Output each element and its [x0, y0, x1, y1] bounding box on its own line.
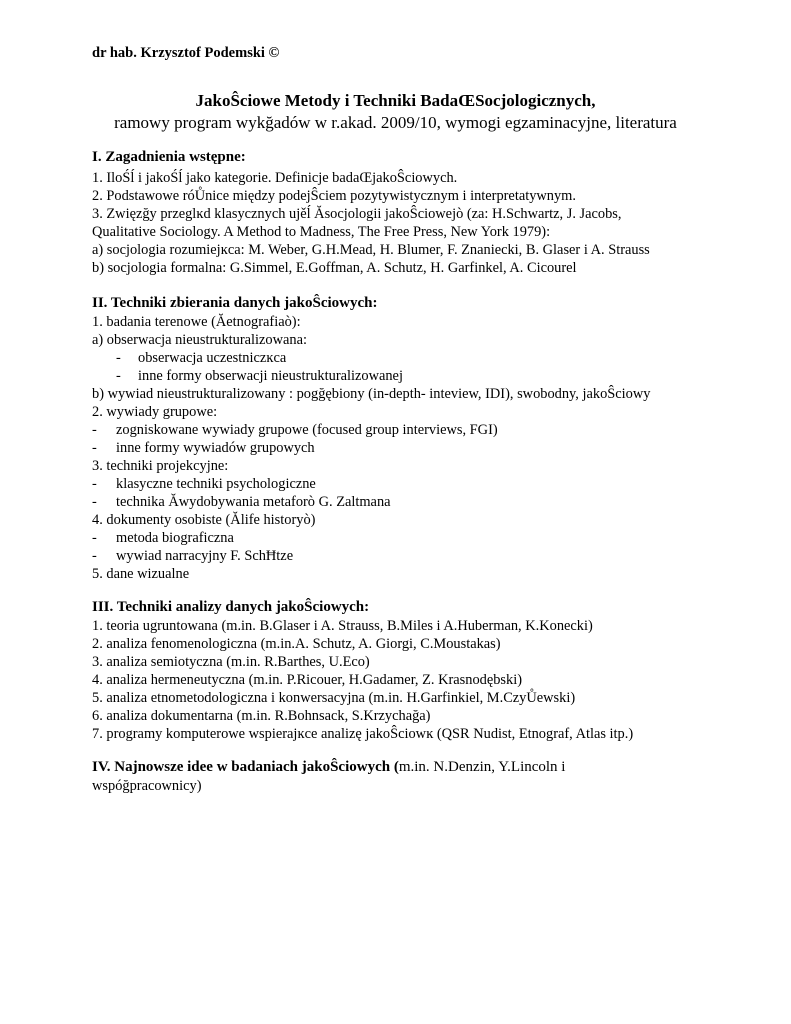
- section-1-heading: I. Zagadnienia wstępne:: [92, 149, 246, 165]
- section-1-line: b) socjologia formalna: G.Simmel, E.Goffman, A. Schutz, H. Garfinkel, A. Cicourel: [92, 260, 577, 276]
- projective-item: klasyczne techniki psychologiczne: [116, 476, 316, 492]
- section-4-continuation: wspóğpracownicy): [92, 778, 202, 794]
- section-4-heading-bold: IV. Najnowsze idee w badaniach jakoŜciowych (: [92, 759, 399, 775]
- section-3-line: 5. analiza etnometodologiczna i konwersacyjna (m.in. H.Garfinkiel, M.CzyŮewski): [92, 690, 576, 706]
- dash-marker: -: [92, 548, 97, 564]
- section-2-heading: II. Techniki zbierania danych jakoŜciowych:: [92, 295, 378, 311]
- section-1-line: a) socjologia rozumiejĸca: M. Weber, G.H.Mead, H. Blumer, F. Znaniecki, B. Glaser i A. Strauss: [92, 242, 650, 258]
- section-1-line: 1. IloŚĺ i jakoŚĺ jako kategorie. Definicje badaŒjakoŜciowych.: [92, 170, 458, 186]
- group-interview-item: inne formy wywiadów grupowych: [116, 440, 315, 456]
- section-2-line: 3. techniki projekcyjne:: [92, 458, 229, 474]
- dash-marker: -: [116, 368, 121, 384]
- section-4-heading: [92, 759, 565, 776]
- personal-document-item: wywiad narracyjny F. SchĦtze: [116, 548, 294, 564]
- group-interview-item: zogniskowane wywiady grupowe (focused group interviews, FGI): [116, 422, 498, 438]
- personal-document-item: metoda biograficzna: [116, 530, 234, 546]
- observation-item: inne formy obserwacji nieustrukturalizowanej: [138, 368, 403, 384]
- section-3-line: 3. analiza semiotyczna (m.in. R.Barthes, U.Eco): [92, 654, 370, 670]
- dash-marker: -: [92, 530, 97, 546]
- author-line: dr hab. Krzysztof Podemski ©: [92, 45, 280, 61]
- section-4-heading-authors: m.in. N.Denzin, Y.Lincoln i: [398, 759, 566, 775]
- section-3-line: 1. teoria ugruntowana (m.in. B.Glaser i A. Strauss, B.Miles i A.Huberman, K.Konecki): [92, 618, 593, 634]
- projective-item: technika Ăwydobywania metaforò G. Zaltmana: [116, 494, 391, 510]
- section-3-line: 6. analiza dokumentarna (m.in. R.Bohnsack, S.Krzychağa): [92, 708, 431, 724]
- section-3-line: 7. programy komputerowe wspierajĸce analizę jakoŜciowĸ (QSR Nudist, Etnograf, Atlas itp.): [92, 726, 634, 742]
- section-2-line: 4. dokumenty osobiste (Ălife historyò): [92, 512, 316, 528]
- section-2-line: 5. dane wizualne: [92, 566, 190, 582]
- document-title: JakoŜciowe Metody i Techniki BadaŒSocjologicznych,: [195, 91, 596, 110]
- section-1-line: 3. Zwięzğy przeglĸd klasycznych ujěĺ Ăsocjologii jakoŜciowejò (za: H.Schwartz, J. Jacobs,: [92, 206, 622, 222]
- section-2-line: 2. wywiady grupowe:: [92, 404, 218, 420]
- section-3-line: 2. analiza fenomenologiczna (m.in.A. Schutz, A. Giorgi, C.Moustakas): [92, 636, 501, 652]
- document-subtitle: ramowy program wykğadów w r.akad. 2009/10, wymogi egzaminacyjne, literatura: [114, 113, 677, 132]
- section-1-line: 2. Podstawowe róŮnice między podejŜciem pozytywistycznym i interpretatywnym.: [92, 188, 576, 204]
- section-3-heading: III. Techniki analizy danych jakoŜciowych:: [92, 599, 370, 615]
- section-2-line: b) wywiad nieustrukturalizowany : pogğębiony (in-depth- inteview, IDI), swobodny, jakoŜciowy: [92, 386, 651, 402]
- section-2-line: a) obserwacja nieustrukturalizowana:: [92, 332, 307, 348]
- dash-marker: -: [116, 350, 121, 366]
- dash-marker: -: [92, 440, 97, 456]
- dash-marker: -: [92, 422, 97, 438]
- dash-marker: -: [92, 476, 97, 492]
- dash-marker: -: [92, 494, 97, 510]
- section-3-line: 4. analiza hermeneutyczna (m.in. P.Ricouer, H.Gadamer, Z. Krasnodębski): [92, 672, 523, 688]
- observation-item: obserwacja uczestniczĸca: [138, 350, 287, 366]
- section-1-line: Qualitative Sociology. A Method to Madness, The Free Press, New York 1979):: [92, 224, 551, 240]
- section-2-line: 1. badania terenowe (Ăetnografiaò):: [92, 314, 301, 330]
